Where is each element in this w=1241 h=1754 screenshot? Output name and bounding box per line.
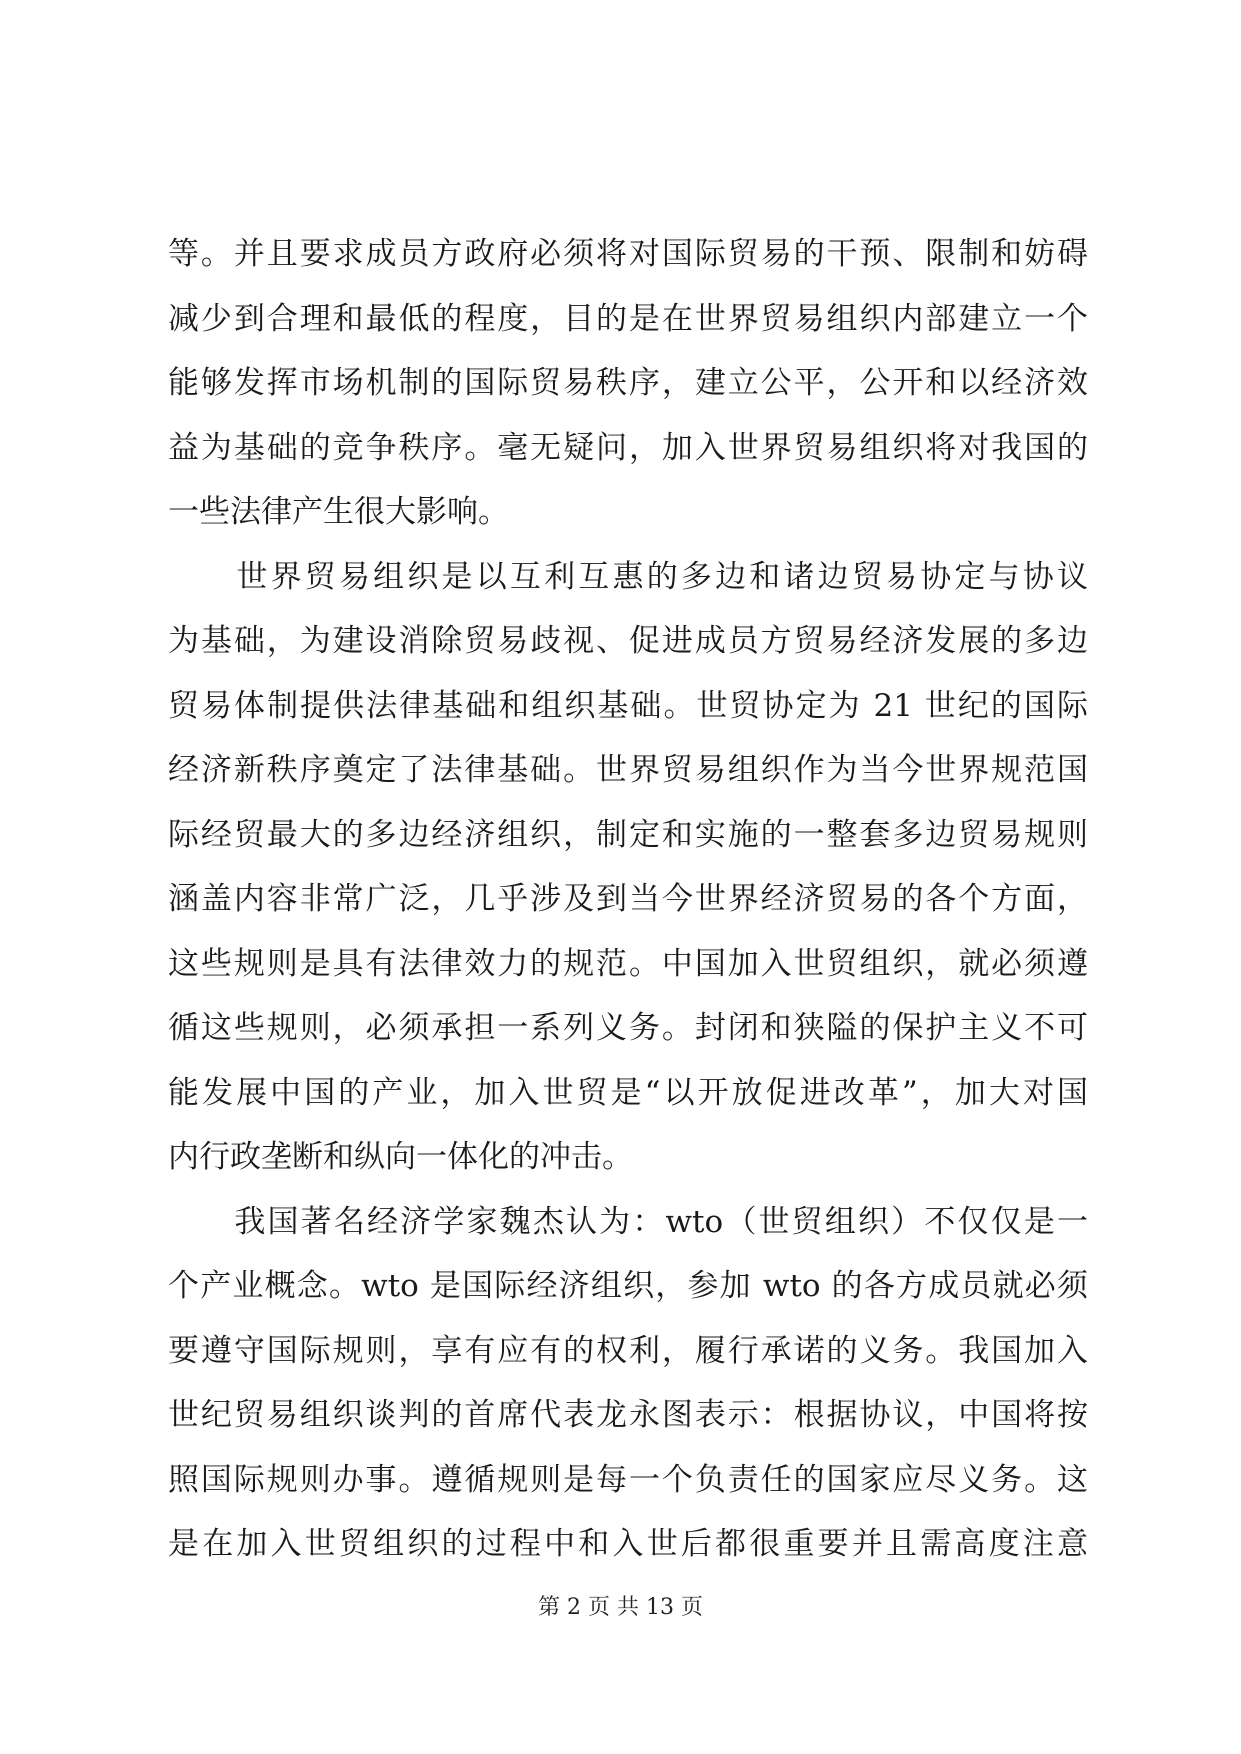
text-line: 照国际规则办事。遵循规则是每一个负责任的国家应尽义务。这 [168, 1461, 1088, 1498]
text-line: 我国著名经济学家魏杰认为：wto（世贸组织）不仅仅是一 [168, 1203, 1088, 1240]
text-line: 这些规则是具有法律效力的规范。中国加入世贸组织，就必须遵 [168, 945, 1088, 982]
text-line: 世界贸易组织是以互利互惠的多边和诸边贸易协定与协议 [168, 558, 1088, 595]
text-line: 要遵守国际规则，享有应有的权利，履行承诺的义务。我国加入 [168, 1332, 1088, 1369]
text-line: 个产业概念。wto 是国际经济组织，参加 wto 的各方成员就必须 [168, 1268, 1088, 1304]
text-line: 为基础，为建设消除贸易歧视、促进成员方贸易经济发展的多边 [168, 623, 1088, 659]
text-line: 等。并且要求成员方政府必须将对国际贸易的干预、限制和妨碍 [168, 236, 1088, 272]
text-line: 贸易体制提供法律基础和组织基础。世贸协定为 21 世纪的国际 [168, 687, 1088, 724]
page-footer: 第 2 页 共 13 页 [538, 1595, 703, 1620]
text-line: 经济新秩序奠定了法律基础。世界贸易组织作为当今世界规范国 [168, 752, 1088, 788]
document-body [168, 222, 1088, 1577]
text-line: 能发展中国的产业，加入世贸是“以开放促进改革”，加大对国 [168, 1074, 1088, 1111]
text-line: 益为基础的竞争秩序。毫无疑问，加入世界贸易组织将对我国的 [168, 429, 1088, 466]
text-line: 减少到合理和最低的程度，目的是在世界贸易组织内部建立一个 [168, 300, 1088, 337]
text-line: 一些法律产生很大影响。 [168, 494, 509, 530]
text-line: 内行政垄断和纵向一体化的冲击。 [168, 1139, 633, 1175]
text-line: 循这些规则，必须承担一系列义务。封闭和狭隘的保护主义不可 [168, 1010, 1088, 1046]
text-line: 是在加入世贸组织的过程中和入世后都很重要并且需高度注意 [168, 1526, 1088, 1562]
text-line: 际经贸最大的多边经济组织，制定和实施的一整套多边贸易规则 [168, 816, 1088, 853]
text-line: 世纪贸易组织谈判的首席代表龙永图表示：根据协议，中国将按 [168, 1397, 1088, 1433]
text-line: 涵盖内容非常广泛，几乎涉及到当今世界经济贸易的各个方面， [168, 881, 1088, 917]
text-line: 能够发挥市场机制的国际贸易秩序，建立公平，公开和以经济效 [168, 365, 1088, 401]
